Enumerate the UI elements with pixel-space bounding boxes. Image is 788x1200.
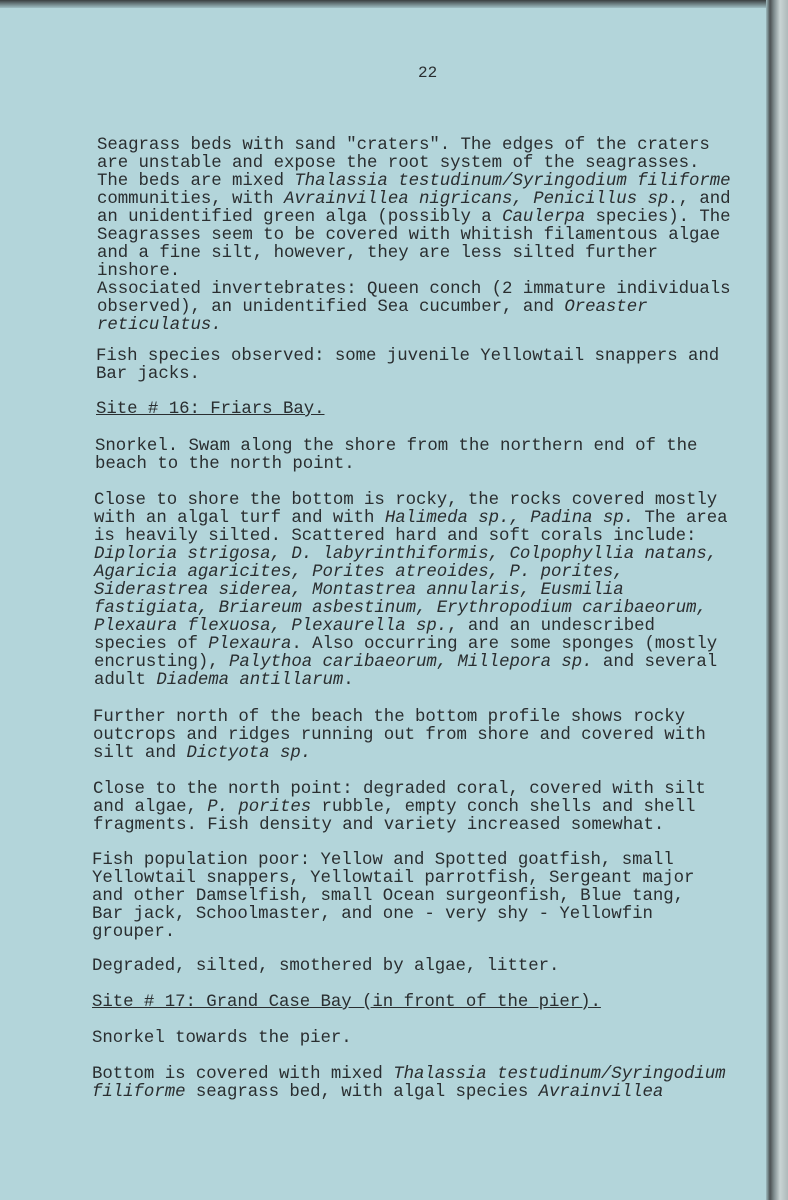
text-line [93,727,706,745]
text-span: are unstable and expose the root system of the seagrasses. [97,154,700,173]
text-span: Site # 17: Grand Case Bay (in front of the pier). [92,993,601,1012]
text-span: fragments. Fish density and variety increased somewhat. [93,816,665,835]
italic-text: Plexaura [208,635,292,654]
italic-text: Plexaura flexuosa, Plexaurella sp. [94,617,448,636]
italic-text: P. porites [207,798,312,817]
text-span: grouper. [92,923,176,942]
text-line [97,191,731,209]
text-span: Seagrasses seem to be covered with whitish filamentous algae [97,226,721,245]
text-span: is heavily silted. Scattered hard and soft corals include: [94,527,697,546]
text-line [92,852,694,870]
text-span: an unidentified green alga (possibly a [97,208,503,227]
paragraph [97,137,731,335]
text-span: Site # 16: Friars Bay. [96,400,325,419]
text-line [92,906,694,924]
text-line [93,745,706,763]
paragraph [96,348,719,384]
paragraph [92,852,694,942]
page-edge-shadow [766,0,788,1200]
text-line [94,600,728,618]
text-span: Yellowtail snappers, Yellowtail parrotfish, Sergeant major [92,869,695,888]
text-span: Snorkel towards the pier. [92,1029,352,1048]
text-line [97,209,731,227]
italic-text: Halimeda sp., Padina sp. [384,509,635,528]
text-span: Close to shore the bottom is rocky, the rocks covered mostly [94,491,718,510]
text-span: inshore. [97,262,181,281]
italic-text: Siderastrea siderea, Montastrea annularis, Eusmilia [94,581,624,600]
text-line [94,528,728,546]
text-span: outcrops and ridges running out from shore and covered with [93,726,706,745]
text-line [97,137,731,155]
italic-text: Diadema antillarum [156,671,344,690]
italic-text: Avrainvillea [538,1083,664,1102]
text-line [95,456,697,474]
italic-text: Thalassia testudinum/Syringodium filiforme [294,172,731,191]
text-line [97,155,731,173]
text-span: with an algal turf and with [94,509,385,528]
text-line [93,817,706,835]
text-line [97,173,731,191]
text-span: encrusting), [94,653,230,672]
text-line [94,510,728,528]
text-span: Bottom is covered with mixed [92,1065,394,1084]
text-line [92,870,694,888]
text-span: , and an undescribed [447,617,655,636]
text-line [93,781,706,799]
text-line [92,924,694,942]
text-span: and several [592,653,718,672]
paragraph [94,492,728,690]
text-span: beach to the north point. [95,455,355,474]
text-line [92,958,559,976]
text-span: Seagrass beds with sand "craters". The edges of the craters [97,136,710,155]
text-span: rubble, empty conch shells and shell [311,798,696,817]
text-span: Snorkel. Swam along the shore from the northern end of the [95,437,698,456]
italic-text: Caulerpa [502,208,586,227]
text-span: The area [634,509,728,528]
paragraph [92,958,559,976]
paragraph [95,438,697,474]
italic-text: filiforme [92,1083,186,1102]
text-span: The beds are mixed [97,172,295,191]
text-span: . [343,671,354,690]
text-line [94,618,728,636]
text-span: species of [94,635,209,654]
text-line [97,299,731,317]
paragraph [92,1030,352,1048]
text-span: seagrass bed, with algal species [185,1083,539,1102]
italic-text: Thalassia testudinum/Syringodium [393,1065,726,1084]
text-line [97,227,731,245]
text-span: . Also occurring are some sponges (mostly [291,635,718,654]
italic-text: Avrainvillea nigricans, Penicillus sp. [283,190,679,209]
text-line [94,654,728,672]
text-line [92,994,601,1012]
paragraph [92,1066,726,1102]
section-heading [96,401,325,419]
text-span: and a fine silt, however, they are less silted further [97,244,658,263]
italic-text: Palythoa caribaeorum, Millepora sp. [229,653,593,672]
text-line [95,438,697,456]
text-span: Associated invertebrates: Queen conch (2 immature individuals [97,280,731,299]
paragraph [93,781,706,835]
text-span: Degraded, silted, smothered by algae, litter. [92,957,560,976]
text-span: Close to the north point: degraded coral, covered with silt [93,780,706,799]
italic-text: reticulatus. [97,316,222,335]
text-line [96,401,325,419]
page-number: 22 [418,64,438,82]
text-line [94,672,728,690]
text-span: adult [94,671,157,690]
text-line [94,564,728,582]
text-line [92,888,694,906]
text-span: and other Damselfish, small Ocean surgeonfish, Blue tang, [92,887,685,906]
text-line [97,245,731,263]
text-line [93,709,706,727]
text-span: Bar jack, Schoolmaster, and one - very shy - Yellowfin [92,905,653,924]
text-line [94,582,728,600]
text-line [94,492,728,510]
text-line [94,636,728,654]
text-span: species). The [585,208,731,227]
italic-text: Agaricia agaricites, Porites atreoides, P. porites, [94,563,624,582]
text-span: silt and [93,744,187,763]
text-line [96,366,719,384]
text-line [92,1084,726,1102]
text-line [97,263,731,281]
text-line [92,1030,352,1048]
text-span: Further north of the beach the bottom profile shows rocky [93,708,686,727]
italic-text: Diploria strigosa, D. labyrinthiformis, Colpophyllia natans, [94,545,718,564]
text-span: Fish species observed: some juvenile Yellowtail snappers and [96,347,720,366]
text-line [97,281,731,299]
scan-top-border [0,0,788,8]
text-line [96,348,719,366]
text-span: communities, with [97,190,284,209]
italic-text: Dictyota sp. [186,744,312,763]
text-span: , and [678,190,731,209]
section-heading [92,994,601,1012]
italic-text: Oreaster [564,298,648,317]
text-span: Fish population poor: Yellow and Spotted goatfish, small [92,851,674,870]
text-span: Bar jacks. [96,365,200,384]
text-line [97,317,731,335]
text-span: and algae, [93,798,208,817]
paragraph [93,709,706,763]
text-line [94,546,728,564]
text-line [92,1066,726,1084]
text-span: observed), an unidentified Sea cucumber, and [97,298,565,317]
italic-text: fastigiata, Briareum asbestinum, Erythropodium caribaeorum, [94,599,707,618]
text-line [93,799,706,817]
